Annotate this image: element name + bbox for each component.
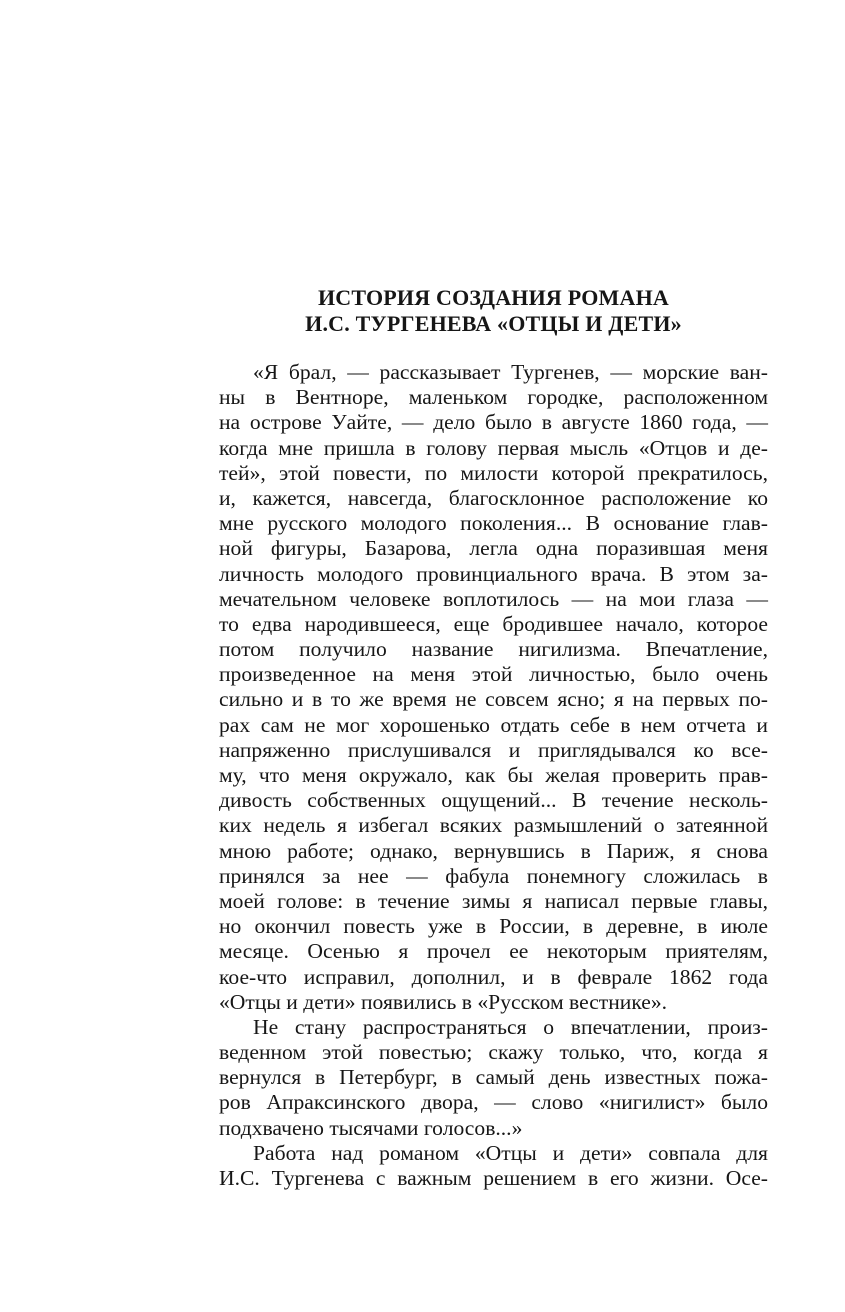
text-line: тей», этой повести, по милости которой прекратилось, [219, 460, 768, 485]
chapter-title [219, 285, 768, 337]
text-line: веденном этой повестью; скажу только, что, когда я [219, 1040, 768, 1065]
text-line: мечательном человеке воплотилось — на мои глаза — [219, 586, 768, 611]
text-line: Не стану распространяться о впечатлении, произ- [253, 1014, 768, 1039]
text-line: ны в Вентноре, маленьком городке, расположенном [219, 385, 768, 410]
text-line: подхвачено тысячами голосов...» [219, 1115, 523, 1140]
text-line: месяце. Осенью я прочел ее некоторым приятелям, [219, 939, 768, 964]
text-line: но окончил повесть уже в России, в деревне, в июле [219, 914, 768, 939]
text-line: му, что меня окружало, как бы желая проверить прав- [219, 763, 768, 787]
text-line: на острове Уайте, — дело было в августе 1860 года, — [219, 410, 768, 435]
text-line: ких недель я избегал всяких размышлений о затеянной [219, 813, 768, 838]
text-line: «Отцы и дети» появились в «Русском вестнике». [219, 989, 668, 1014]
paragraph-2 [219, 1015, 768, 1141]
text-line: вернулся в Петербург, в самый день известных пожа- [219, 1065, 768, 1090]
text-line: «Я брал, — рассказывает Тургенев, — морские ван- [253, 360, 768, 384]
text-line: кое-что исправил, дополнил, и в феврале 1862 года [219, 964, 768, 989]
text-line: потом получило название нигилизма. Впечатление, [219, 637, 768, 662]
chapter-title-line-2: И.С. ТУРГЕНЕВА «ОТЦЫ И ДЕТИ» [305, 311, 682, 336]
text-line: моей голове: в течение зимы я написал первые главы, [219, 888, 768, 913]
text-line: напряженно прислушивался и приглядывался ко все- [219, 737, 768, 762]
text-line: произведенное на меня этой личностью, было очень [219, 662, 768, 687]
page-content [219, 285, 768, 1191]
text-line: ной фигуры, Базарова, легла одна поразившая меня [219, 536, 768, 561]
text-line: мною работе; однако, вернувшись в Париж, я снова [219, 838, 768, 863]
paragraph-3 [219, 1141, 768, 1191]
text-line: сильно и в то же время не совсем ясно; я на первых по- [219, 687, 768, 712]
text-line: то едва народившееся, еще бродившее начало, которое [219, 611, 768, 636]
text-line: ров Апраксинского двора, — слово «нигилист» было [219, 1090, 768, 1115]
text-line: и, кажется, навсегда, благосклонное расположение ко [219, 485, 768, 510]
text-line: мне русского молодого поколения... В основание глав- [219, 511, 768, 536]
paragraph-1 [219, 360, 768, 1015]
text-line: дивость собственных ощущений... В течение несколь- [219, 788, 768, 813]
text-line: Работа над романом «Отцы и дети» совпала для [253, 1140, 768, 1165]
text-line: принялся за нее — фабула понемногу сложилась в [219, 863, 768, 888]
text-line: И.С. Тургенева с важным решением в его жизни. Осе- [219, 1166, 768, 1190]
text-line: когда мне пришла в голову первая мысль «Отцов и де- [219, 435, 768, 460]
text-line: личность молодого провинциального врача. В этом за- [219, 561, 768, 586]
chapter-title-line-1: ИСТОРИЯ СОЗДАНИЯ РОМАНА [317, 285, 669, 310]
text-line: рах сам не мог хорошенько отдать себе в нем отчета и [219, 712, 768, 737]
